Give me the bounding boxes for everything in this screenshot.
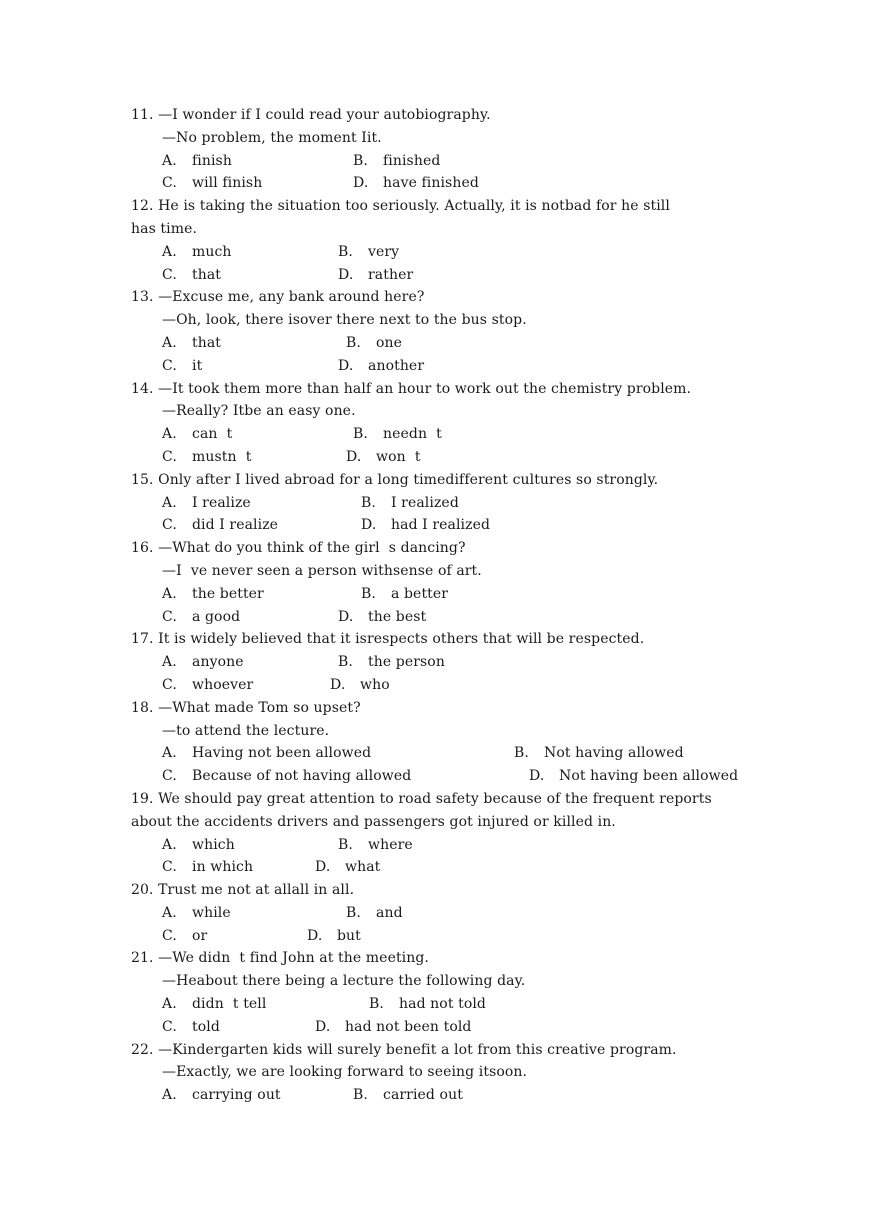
option-letter: B. <box>338 836 353 853</box>
question-stem-line: 18. —What made Tom so upset? <box>131 699 361 716</box>
option-text: carried out <box>383 1087 463 1104</box>
option-row <box>131 651 751 674</box>
answer-option <box>162 674 253 697</box>
option-letter: B. <box>346 904 361 921</box>
option-text: a better <box>391 585 449 602</box>
option-letter: C. <box>162 859 177 876</box>
option-letter: A. <box>162 654 177 671</box>
option-letter: A. <box>162 585 177 602</box>
option-text: whoever <box>192 676 254 693</box>
answer-option <box>353 1084 463 1107</box>
option-letter: B. <box>338 654 353 671</box>
option-letter: B. <box>369 996 384 1013</box>
answer-option <box>162 583 264 606</box>
option-text: while <box>192 904 231 921</box>
question-15 <box>131 469 751 537</box>
option-letter: C. <box>162 357 177 374</box>
question-stem-line: 15. Only after I lived abroad for a long timedifferent cultures so strongly. <box>131 471 659 488</box>
option-row <box>131 332 751 355</box>
option-letter: A. <box>162 1087 177 1104</box>
option-text: very <box>368 243 400 260</box>
answer-option <box>162 332 221 355</box>
option-letter: A. <box>162 334 177 351</box>
answer-option <box>162 446 251 469</box>
option-text: who <box>360 676 390 693</box>
option-text: won t <box>376 448 421 465</box>
option-letter: A. <box>162 836 177 853</box>
option-letter: A. <box>162 243 177 260</box>
answer-option <box>346 446 421 469</box>
option-text: had I realized <box>391 517 491 534</box>
question-22 <box>131 1039 751 1107</box>
dialog-reply-line: —Exactly, we are looking forward to seeing itsoon. <box>162 1064 528 1081</box>
option-letter: C. <box>162 266 177 283</box>
option-text: a good <box>192 608 241 625</box>
answer-option <box>353 172 479 195</box>
option-letter: C. <box>162 517 177 534</box>
question-stem-line: about the accidents drivers and passengers got injured or killed in. <box>131 813 616 830</box>
option-row <box>131 765 751 788</box>
option-letter: D. <box>338 608 354 625</box>
option-letter: C. <box>162 768 177 785</box>
option-row <box>131 172 751 195</box>
option-letter: B. <box>338 243 353 260</box>
answer-option <box>162 514 278 537</box>
option-row <box>131 492 751 515</box>
dialog-reply-line: —Heabout there being a lecture the following day. <box>162 973 526 990</box>
answer-option <box>162 925 207 948</box>
answer-option <box>162 993 266 1016</box>
option-text: have finished <box>383 175 479 192</box>
option-text: that <box>192 266 222 283</box>
option-text: that <box>192 334 222 351</box>
answer-option <box>338 834 413 857</box>
option-letter: C. <box>162 608 177 625</box>
option-letter: C. <box>162 1018 177 1035</box>
answer-option <box>346 902 403 925</box>
question-20 <box>131 879 751 947</box>
answer-option <box>338 651 445 674</box>
option-letter: B. <box>353 152 368 169</box>
option-row <box>131 856 751 879</box>
answer-option <box>162 172 262 195</box>
question-18 <box>131 697 751 788</box>
option-letter: B. <box>346 334 361 351</box>
answer-option <box>162 241 232 264</box>
option-letter: D. <box>307 927 323 944</box>
question-stem-line: 20. Trust me not at allall in all. <box>131 882 355 899</box>
option-letter: B. <box>361 585 376 602</box>
option-text: which <box>192 836 235 853</box>
answer-option <box>307 925 361 948</box>
option-text: had not been told <box>345 1018 472 1035</box>
answer-option <box>162 902 231 925</box>
option-letter: A. <box>162 494 177 511</box>
option-letter: B. <box>353 426 368 443</box>
answer-option <box>162 606 240 629</box>
answer-option <box>369 993 486 1016</box>
option-text: needn t <box>383 426 442 443</box>
answer-option <box>338 264 413 287</box>
question-stem-line: has time. <box>131 220 198 237</box>
option-row <box>131 583 751 606</box>
answer-option <box>315 856 380 879</box>
option-letter: A. <box>162 745 177 762</box>
question-stem-line: 14. —It took them more than half an hour to work out the chemistry problem. <box>131 380 692 397</box>
option-text: will finish <box>192 175 263 192</box>
question-11 <box>131 104 751 195</box>
option-row <box>131 150 751 173</box>
option-row <box>131 446 751 469</box>
answer-option <box>162 856 253 879</box>
option-letter: D. <box>338 266 354 283</box>
answer-option <box>361 492 459 515</box>
answer-option <box>162 355 202 378</box>
option-row <box>131 355 751 378</box>
answer-option <box>162 1016 220 1039</box>
question-stem-line: 13. —Excuse me, any bank around here? <box>131 289 425 306</box>
answer-option <box>346 332 402 355</box>
option-letter: B. <box>361 494 376 511</box>
question-14 <box>131 378 751 469</box>
answer-option <box>315 1016 472 1039</box>
option-letter: D. <box>353 175 369 192</box>
option-row <box>131 742 751 765</box>
question-17 <box>131 628 751 696</box>
question-stem-line: 19. We should pay great attention to road safety because of the frequent reports <box>131 790 712 807</box>
option-letter: D. <box>361 517 377 534</box>
answer-option <box>361 583 448 606</box>
answer-option <box>353 423 442 446</box>
option-text: what <box>345 859 381 876</box>
answer-option <box>162 742 371 765</box>
option-text: one <box>376 334 403 351</box>
option-letter: D. <box>330 676 346 693</box>
dialog-reply-line: —Really? Itbe an easy one. <box>162 403 356 420</box>
option-text: or <box>192 927 208 944</box>
option-letter: D. <box>338 357 354 374</box>
option-row <box>131 834 751 857</box>
answer-option <box>529 765 738 788</box>
question-stem-line: 11. —I wonder if I could read your autobiography. <box>131 107 491 123</box>
option-text: carrying out <box>192 1087 281 1104</box>
answer-option <box>162 423 232 446</box>
option-text: can t <box>192 426 233 443</box>
option-row <box>131 264 751 287</box>
option-text: where <box>368 836 413 853</box>
option-letter: A. <box>162 996 177 1013</box>
option-row <box>131 514 751 537</box>
option-text: Not having allowed <box>544 745 684 762</box>
dialog-reply-line: —to attend the lecture. <box>162 722 330 739</box>
dialog-reply-line: —Oh, look, there isover there next to the bus stop. <box>162 312 527 329</box>
option-letter: D. <box>346 448 362 465</box>
option-row <box>131 993 751 1016</box>
option-text: and <box>376 904 403 921</box>
question-stem-line: 22. —Kindergarten kids will surely benefit a lot from this creative program. <box>131 1041 677 1058</box>
option-letter: D. <box>315 859 331 876</box>
option-letter: A. <box>162 152 177 169</box>
question-13 <box>131 286 751 377</box>
question-list <box>131 104 751 1107</box>
option-text: did I realize <box>192 517 279 534</box>
option-text: rather <box>368 266 414 283</box>
dialog-reply-line: —I ve never seen a person withsense of art. <box>162 562 482 579</box>
question-stem-line: 16. —What do you think of the girl s dancing? <box>131 540 466 557</box>
option-row <box>131 241 751 264</box>
option-text: the person <box>368 654 445 671</box>
option-letter: B. <box>353 1087 368 1104</box>
answer-option <box>162 150 232 173</box>
option-text: finish <box>192 152 232 169</box>
answer-option <box>338 606 426 629</box>
answer-option <box>162 765 411 788</box>
option-letter: A. <box>162 904 177 921</box>
dialog-reply-line: —No problem, the moment Iit. <box>162 129 382 146</box>
option-letter: D. <box>315 1018 331 1035</box>
question-12 <box>131 195 751 286</box>
option-row <box>131 423 751 446</box>
option-text: mustn t <box>192 448 252 465</box>
option-row <box>131 674 751 697</box>
option-letter: A. <box>162 426 177 443</box>
option-row <box>131 925 751 948</box>
option-text: Not having been allowed <box>559 768 739 785</box>
option-letter: C. <box>162 175 177 192</box>
option-letter: C. <box>162 927 177 944</box>
option-letter: C. <box>162 448 177 465</box>
option-text: it <box>192 357 203 374</box>
question-21 <box>131 947 751 1038</box>
question-stem-line: 12. He is taking the situation too seriously. Actually, it is notbad for he still <box>131 198 670 215</box>
option-text: anyone <box>192 654 244 671</box>
answer-option <box>162 834 235 857</box>
option-text: the better <box>192 585 264 602</box>
option-letter: D. <box>529 768 545 785</box>
answer-option <box>338 241 399 264</box>
question-stem-line: 21. —We didn t find John at the meeting. <box>131 950 429 967</box>
question-16 <box>131 537 751 628</box>
answer-option <box>162 651 244 674</box>
answer-option <box>514 742 684 765</box>
answer-option <box>162 492 251 515</box>
option-letter: C. <box>162 676 177 693</box>
option-text: I realized <box>391 494 459 511</box>
question-19 <box>131 788 751 879</box>
option-text: another <box>368 357 425 374</box>
option-text: the best <box>368 608 427 625</box>
option-row <box>131 1016 751 1039</box>
option-text: finished <box>383 152 441 169</box>
answer-option <box>162 264 221 287</box>
option-row <box>131 1084 751 1107</box>
option-row <box>131 902 751 925</box>
option-text: told <box>192 1018 220 1035</box>
option-letter: B. <box>514 745 529 762</box>
option-text: but <box>337 927 361 944</box>
option-text: I realize <box>192 494 251 511</box>
answer-option <box>361 514 490 537</box>
option-row <box>131 606 751 629</box>
option-text: didn t tell <box>192 996 267 1013</box>
answer-option <box>330 674 390 697</box>
option-text: had not told <box>399 996 486 1013</box>
answer-option <box>162 1084 281 1107</box>
option-text: in which <box>192 859 254 876</box>
answer-option <box>353 150 440 173</box>
option-text: Having not been allowed <box>192 745 372 762</box>
option-text: much <box>192 243 232 260</box>
question-stem-line: 17. It is widely believed that it isrespects others that will be respected. <box>131 631 645 648</box>
answer-option <box>338 355 424 378</box>
option-text: Because of not having allowed <box>192 768 412 785</box>
